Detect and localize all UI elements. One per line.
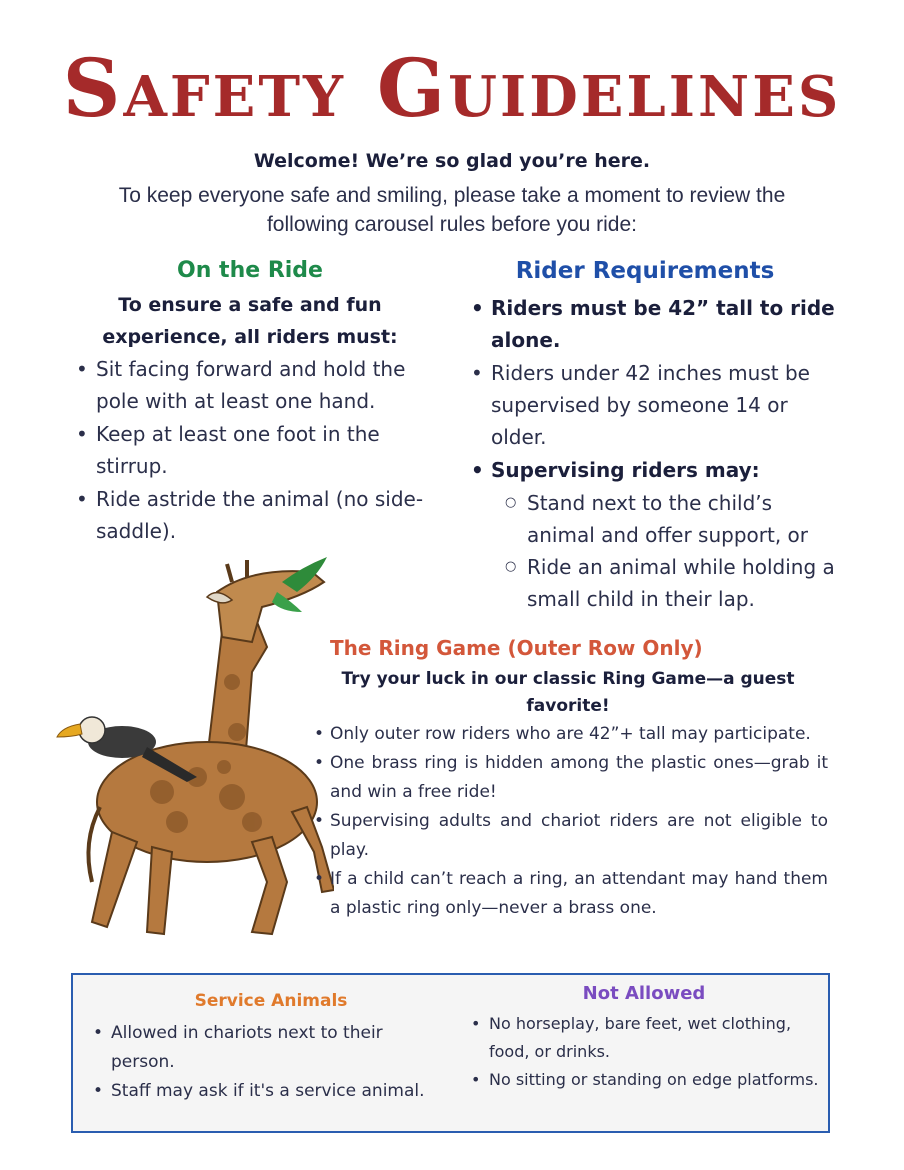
list-item: • Staff may ask if it's a service animal. bbox=[91, 1077, 451, 1106]
not-allowed-list bbox=[469, 1010, 819, 1094]
intro-text: To keep everyone safe and smiling, please take a moment to review the following carousel rules before you ride: bbox=[118, 184, 786, 236]
ring-game-heading: The Ring Game (Outer Row Only) bbox=[330, 636, 703, 660]
sub-list-item: ○ Stand next to the child’s animal and offer support, or bbox=[465, 487, 845, 551]
list-item: • Supervising adults and chariot riders are not eligible to play. bbox=[318, 807, 828, 865]
on-the-ride-section bbox=[70, 258, 450, 548]
list-item: • Ride astride the animal (no side-saddle). bbox=[70, 483, 450, 547]
list-item: • One brass ring is hidden among the plastic ones—grab it and win a free ride! bbox=[318, 749, 828, 807]
list-item: • Allowed in chariots next to their person. bbox=[91, 1019, 451, 1077]
carousel-giraffe-icon bbox=[52, 552, 334, 952]
list-item: • Riders under 42 inches must be supervised by someone 14 or older. bbox=[465, 357, 845, 453]
sub-list-item: ○ Ride an animal while holding a small child in their lap. bbox=[465, 551, 845, 615]
list-item: • Keep at least one foot in the stirrup. bbox=[70, 418, 450, 482]
rider-requirements-heading: Rider Requirements bbox=[515, 258, 775, 284]
on-the-ride-heading: On the Ride bbox=[177, 258, 323, 283]
list-item: • No horseplay, bare feet, wet clothing, food, or drinks. bbox=[469, 1010, 819, 1066]
on-the-ride-list bbox=[70, 353, 450, 547]
giraffe-illustration bbox=[52, 552, 334, 952]
list-item: • Supervising riders may: bbox=[465, 454, 845, 486]
list-item: • No sitting or standing on edge platforms. bbox=[469, 1066, 819, 1094]
ring-game-lead: Try your luck in our classic Ring Game—a guest favorite! bbox=[341, 669, 795, 716]
list-item: • Riders must be 42” tall to ride alone. bbox=[465, 292, 845, 356]
list-item: • Sit facing forward and hold the pole with at least one hand. bbox=[70, 353, 450, 417]
welcome-text: Welcome! We’re so glad you’re here. bbox=[253, 150, 651, 172]
page-title: Safety Guidelines bbox=[62, 41, 842, 135]
list-item: • If a child can’t reach a ring, an attendant may hand them a plastic ring only—never a brass one. bbox=[318, 865, 828, 923]
not-allowed-heading: Not Allowed bbox=[582, 983, 706, 1004]
ring-game-section bbox=[318, 636, 828, 923]
on-the-ride-lead: To ensure a safe and fun experience, all riders must: bbox=[102, 294, 398, 348]
rider-requirements-section bbox=[465, 258, 845, 615]
service-animals-heading: Service Animals bbox=[194, 991, 348, 1011]
not-allowed-section bbox=[469, 983, 819, 1094]
service-animals-list bbox=[91, 1019, 451, 1106]
supervising-options-list bbox=[465, 487, 845, 615]
list-item: • Only outer row riders who are 42”+ tall may participate. bbox=[318, 720, 828, 749]
footer-info-box bbox=[71, 973, 830, 1133]
service-animals-section bbox=[91, 991, 451, 1106]
rider-requirements-list bbox=[465, 292, 845, 486]
ring-game-list bbox=[318, 720, 828, 923]
